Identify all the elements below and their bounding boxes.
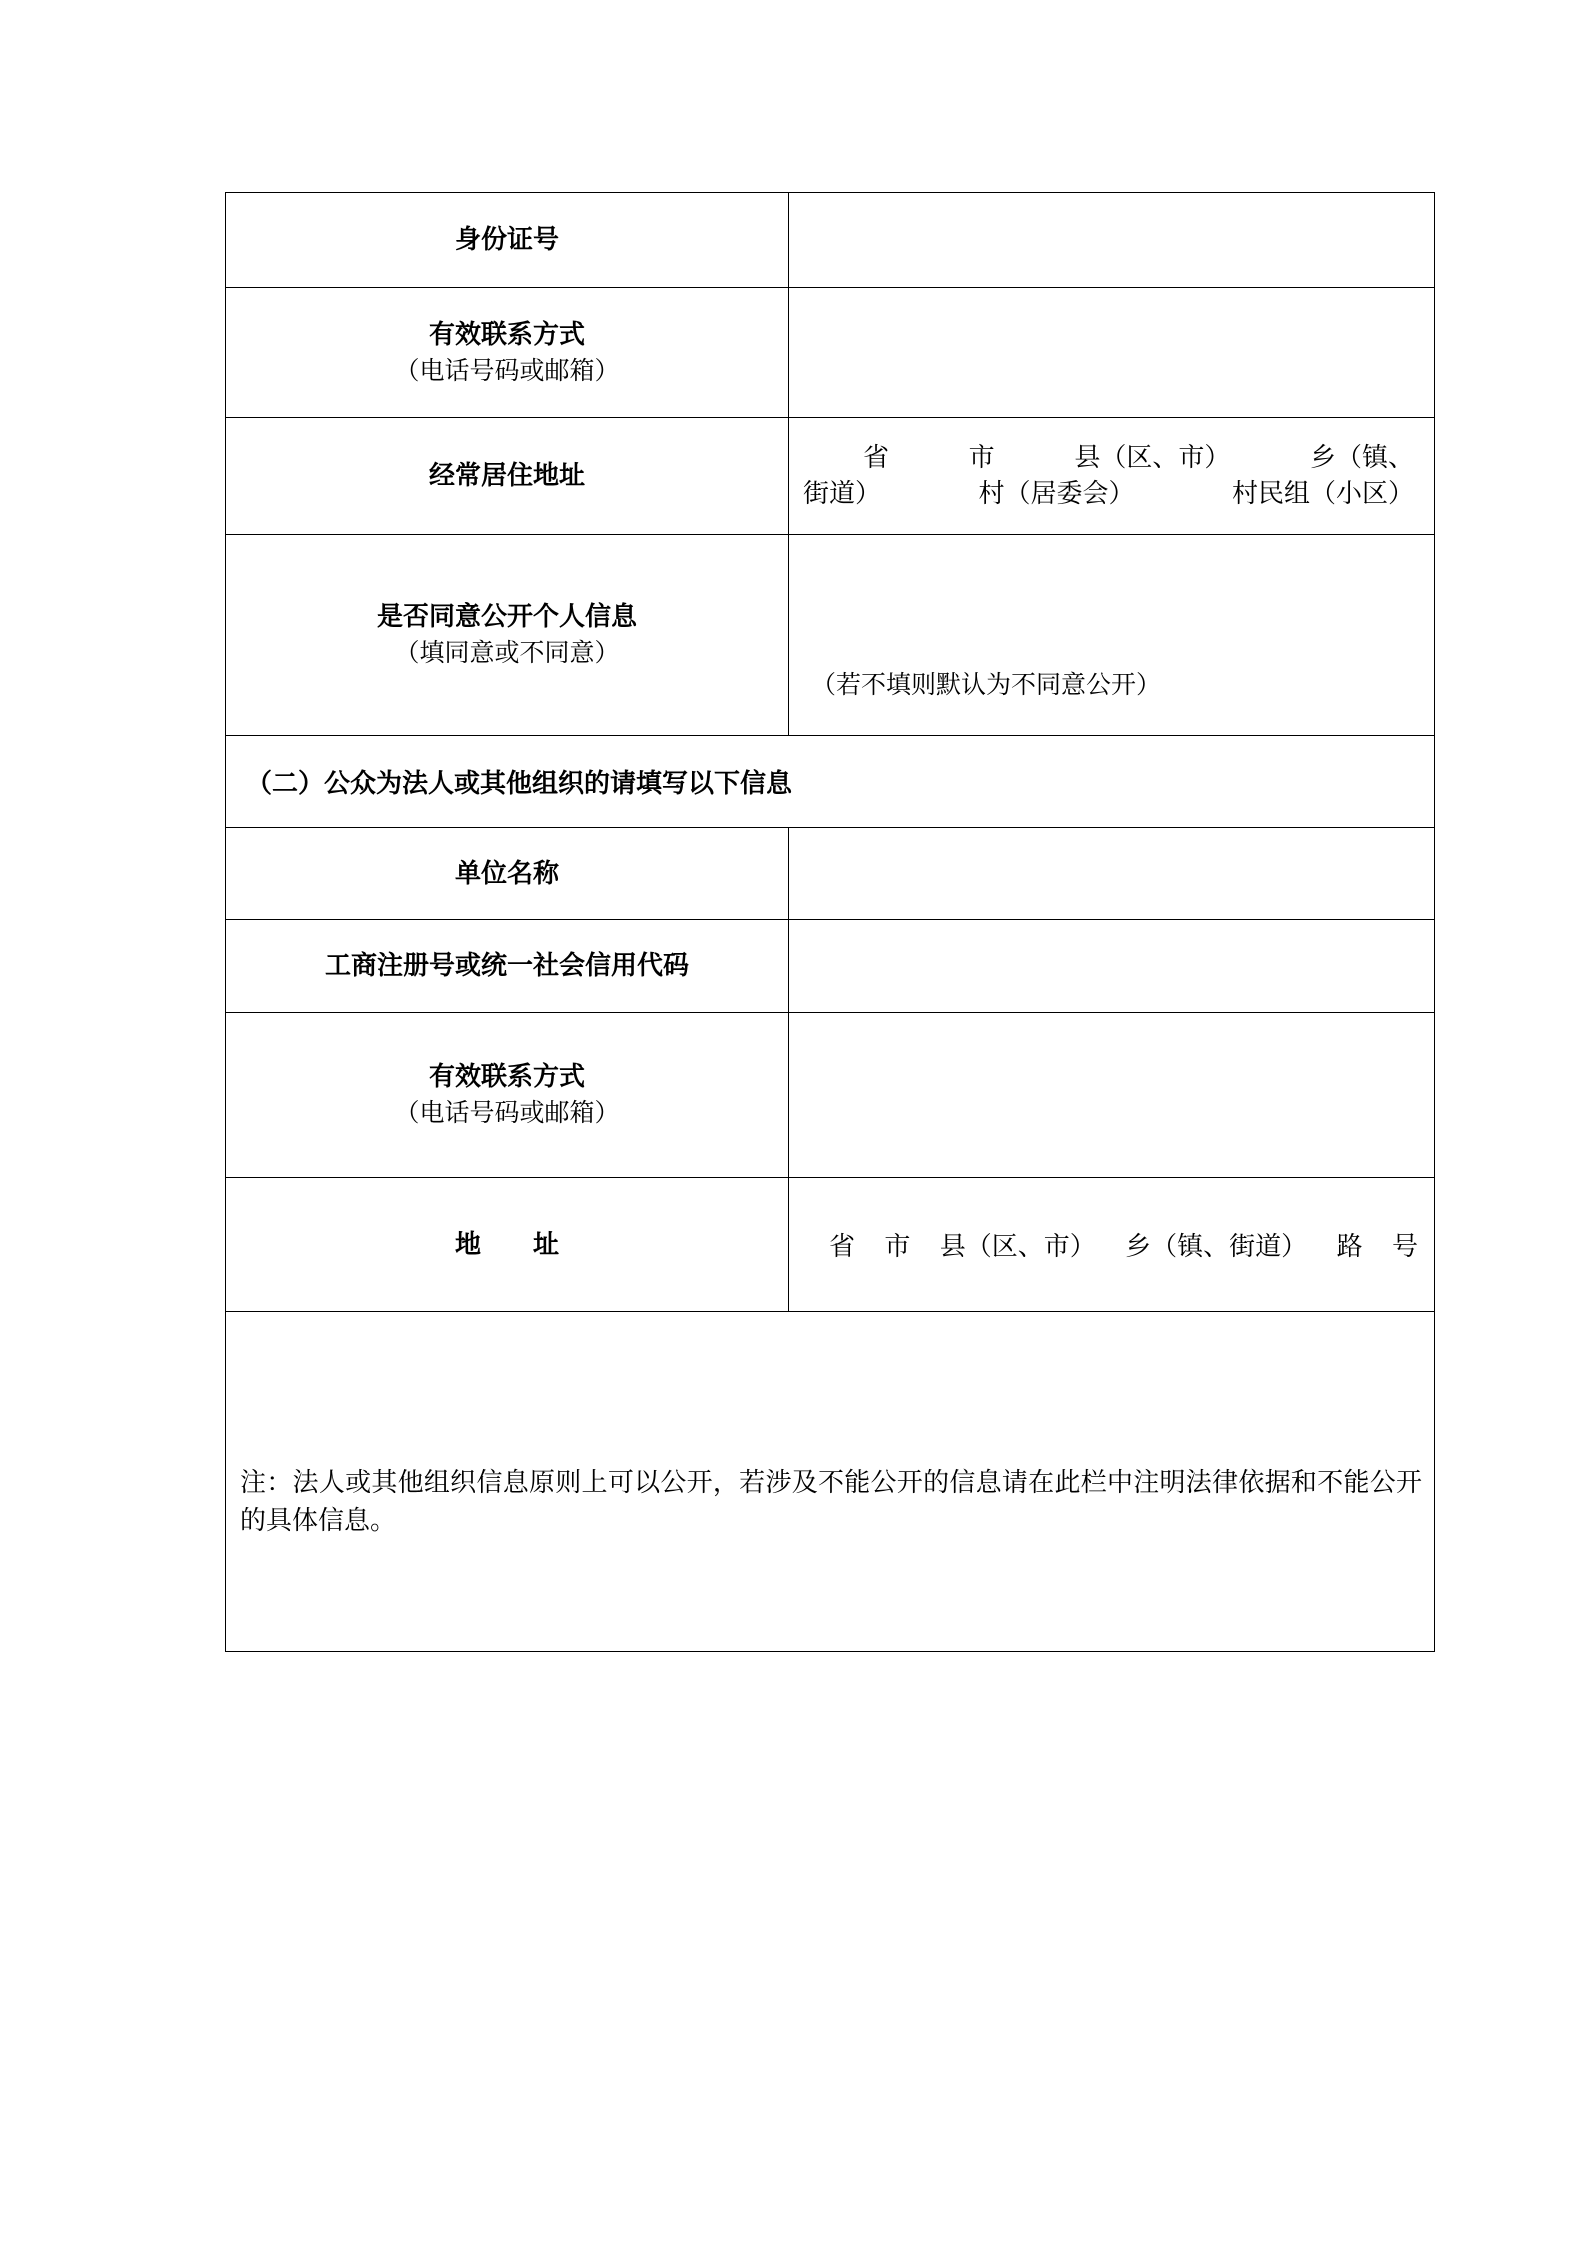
personal-address-line-1 (803, 440, 1414, 476)
reg-code-label-cell (226, 920, 789, 1013)
org-address-field[interactable] (789, 1178, 1435, 1312)
personal-address-field[interactable] (789, 418, 1435, 535)
note-field[interactable] (226, 1312, 1435, 1652)
address-city-unit: 市 (968, 443, 995, 473)
row-consent (226, 535, 1435, 736)
row-id-number (226, 193, 1435, 288)
address-province-unit: 省 (863, 443, 890, 473)
unit-name-field[interactable] (789, 828, 1435, 920)
org-address-province-unit: 省 (829, 1232, 856, 1262)
org-contact-label-cell (226, 1013, 789, 1178)
personal-contact-hint: （电话号码或邮箱） (394, 355, 620, 385)
org-address-line (829, 1226, 1418, 1263)
row-organization-address (226, 1178, 1435, 1312)
id-number-field[interactable] (789, 193, 1435, 288)
address-county-unit: 县（区、市） (1074, 443, 1231, 473)
reg-code-label: 工商注册号或统一社会信用代码 (324, 951, 689, 981)
consent-label: 是否同意公开个人信息 (376, 602, 637, 632)
address-village-unit: 村（居委会） (978, 479, 1135, 509)
personal-address-label: 经常居住地址 (428, 461, 585, 491)
row-note (226, 1312, 1435, 1652)
org-address-label: 地 址 (454, 1229, 559, 1260)
unit-name-label-cell (226, 828, 789, 920)
consent-field[interactable] (789, 535, 1435, 736)
personal-contact-label: 有效联系方式 (428, 319, 585, 350)
address-township-unit: 乡（镇、 (1309, 443, 1414, 473)
org-address-township-unit: 乡（镇、街道） (1125, 1232, 1308, 1262)
address-street-unit: 街道） (803, 479, 882, 509)
id-number-label: 身份证号 (454, 225, 559, 255)
row-personal-contact (226, 288, 1435, 418)
consent-hint: （填同意或不同意） (394, 638, 620, 667)
org-address-label-cell (226, 1178, 789, 1312)
organization-section-title: （二）公众为法人或其他组织的请填写以下信息 (226, 736, 1435, 828)
address-group-unit: 村民组（小区） (1231, 479, 1414, 509)
row-organization-contact (226, 1013, 1435, 1178)
personal-contact-field[interactable] (789, 288, 1435, 418)
id-number-label-cell (226, 193, 789, 288)
org-address-road-unit: 路 (1336, 1232, 1363, 1262)
row-unit-name (226, 828, 1435, 920)
unit-name-label: 单位名称 (454, 858, 559, 889)
organization-note: 注：法人或其他组织信息原则上可以公开，若涉及不能公开的信息请在此栏中注明法律依据和不能公开的具体信息。 (240, 1468, 1422, 1536)
row-registration-code (226, 920, 1435, 1013)
personal-contact-label-cell (226, 288, 789, 418)
personal-address-label-cell (226, 418, 789, 535)
org-address-number-unit: 号 (1391, 1232, 1418, 1262)
row-personal-address (226, 418, 1435, 535)
row-section-header (226, 736, 1435, 828)
application-form-table (225, 192, 1435, 1652)
personal-address-line-2 (803, 476, 1414, 512)
org-address-city-unit: 市 (884, 1232, 911, 1262)
reg-code-field[interactable] (789, 920, 1435, 1013)
consent-default-note: （若不填则默认为不同意公开） (811, 670, 1162, 699)
org-contact-hint: （电话号码或邮箱） (394, 1098, 620, 1127)
org-contact-field[interactable] (789, 1013, 1435, 1178)
org-address-county-unit: 县（区、市） (939, 1232, 1096, 1262)
org-contact-label: 有效联系方式 (428, 1062, 585, 1092)
consent-label-cell (226, 535, 789, 736)
